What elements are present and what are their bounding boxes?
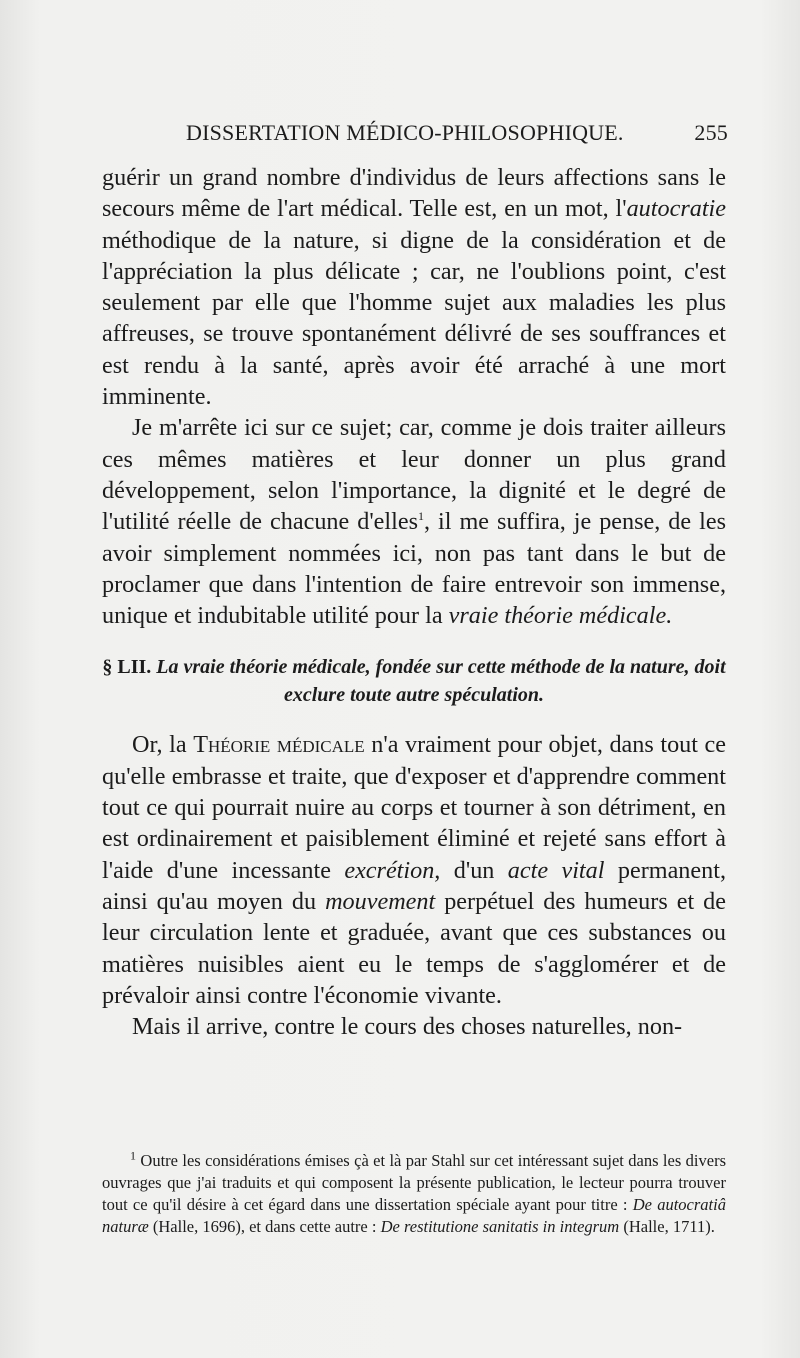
main-text [102,162,726,1042]
running-title: DISSERTATION MÉDICO-PHILOSOPHIQUE. [186,120,624,145]
footnote-reference: 1 [418,509,425,524]
paragraph: Mais il arrive, contre le cours des choses naturelles, non- [132,1013,683,1041]
section-title: La vraie théorie médicale, fondée sur cette méthode de la nature, doit exclure toute autre spéculation. [156,656,726,707]
text-run: guérir un grand nombre d'individus de leurs affections sans le secours même de l'art médical. Telle est, en un mot, l' [102,164,726,223]
text-run: perpétuel des humeurs et de leur circulation lente et graduée, avant que ces substances ou matières nuisibles aient eu le temps de s'agglomérer et de prévaloir ainsi contre l'économie vivante. [102,887,727,1009]
italic-term: autocratie [626,195,726,223]
text-run: d'un [440,856,508,884]
italic-term: acte vital [507,856,605,884]
footnote-area [102,1150,726,1238]
italic-term: mouvement [325,887,436,915]
text-run: Je m'arrête ici sur ce sujet; car, comme je dois traiter ailleurs ces mêmes matières et leur donner un plus grand développement, selon l'importance, la dignité et le degré de l'utilité réelle de chacune d'elles [102,414,726,536]
section-heading [102,653,726,709]
italic-title: De autocratiâ naturæ [102,1195,726,1236]
text-run: méthodique de la nature, si digne de la considération et de l'appréciation la plus délicate ; car, ne l'oublions point, c'est seulement par elle que l'homme sujet aux maladies les plus affreuses, se trouve spontanément délivré de ses souffrances et est rendu à la santé, après avoir été arraché à une mort imminente. [102,226,726,411]
text-run: (Halle, 1711). [619,1217,715,1236]
paragraph [102,729,726,1011]
italic-title: De restitutione sanitatis in integrum [380,1217,620,1236]
text-run: (Halle, 1696), et dans cette autre : [148,1217,381,1236]
paragraph [102,162,726,412]
text-run: Or, la [132,731,194,759]
paragraph [102,412,726,631]
italic-term: excrétion, [344,856,441,884]
text-run: , il me suffira, je pense, de les avoir simplement nommées ici, non pas tant dans le but de proclamer que dans l'intention de faire entrevoir son immense, unique et indubitable utilité pour la [102,508,726,630]
text-run: n'a vraiment pour objet, dans tout ce qu'elle embrasse et traite, que d'exposer et d'apprendre comment tout ce qui pourrait nuire au corps et tourner à son détriment, en est ordinairement et paisiblement éliminé et rejeté sans effort à l'aide d'une incessante [102,731,727,884]
footnote-mark: 1 [130,1148,136,1163]
footnote [102,1150,726,1238]
small-caps-term: Théorie médicale [193,731,365,759]
section-number: § LII. [102,656,152,679]
text-run: Outre les considérations émises çà et là par Stahl sur cet intéressant sujet dans les divers ouvrages que j'ai traduits et qui composent la présente publication, le lecteur pourra trouver tout ce qu'il désire à cet égard dans une dissertation spéciale ayant pour titre : [102,1151,726,1214]
text-run: permanent, ainsi qu'au moyen du [102,856,726,915]
page-number: 255 [694,120,728,145]
italic-term: vraie théorie médicale. [448,602,673,630]
